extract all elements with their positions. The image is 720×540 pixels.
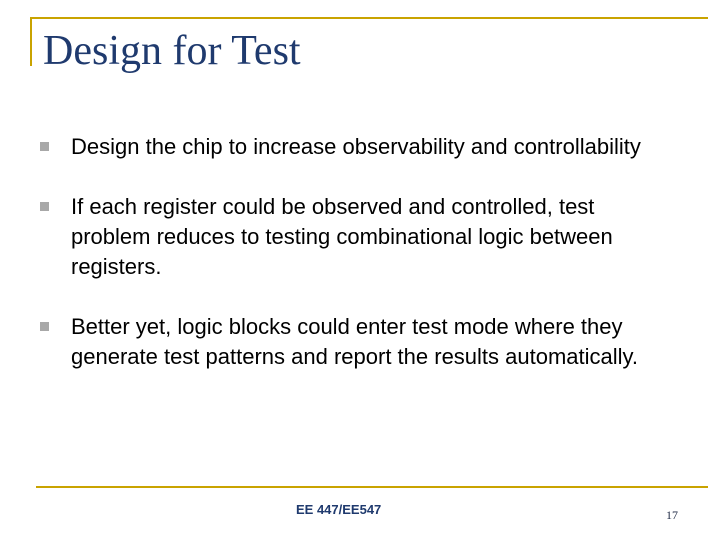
bullet-text: If each register could be observed and controlled, test problem reduces to testing combinational logic between registers. bbox=[71, 194, 613, 279]
square-bullet-icon bbox=[40, 142, 49, 151]
bullet-item bbox=[40, 132, 680, 162]
bullet-text: Better yet, logic blocks could enter test mode where they generate test patterns and report the results automatically. bbox=[71, 314, 639, 369]
bullet-item bbox=[40, 192, 680, 282]
square-bullet-icon bbox=[40, 322, 49, 331]
footer-divider bbox=[36, 486, 708, 488]
bullet-text: Design the chip to increase observability and controllability bbox=[71, 134, 641, 159]
bullet-list bbox=[40, 132, 680, 372]
title-frame-top-rule bbox=[30, 17, 708, 19]
footer-course-label: EE 447/EE547 bbox=[296, 502, 382, 517]
title-frame-left-rule bbox=[30, 17, 32, 66]
page-number: 17 bbox=[666, 508, 678, 522]
slide-title: Design for Test bbox=[43, 28, 301, 74]
square-bullet-icon bbox=[40, 202, 49, 211]
bullet-item bbox=[40, 312, 680, 372]
